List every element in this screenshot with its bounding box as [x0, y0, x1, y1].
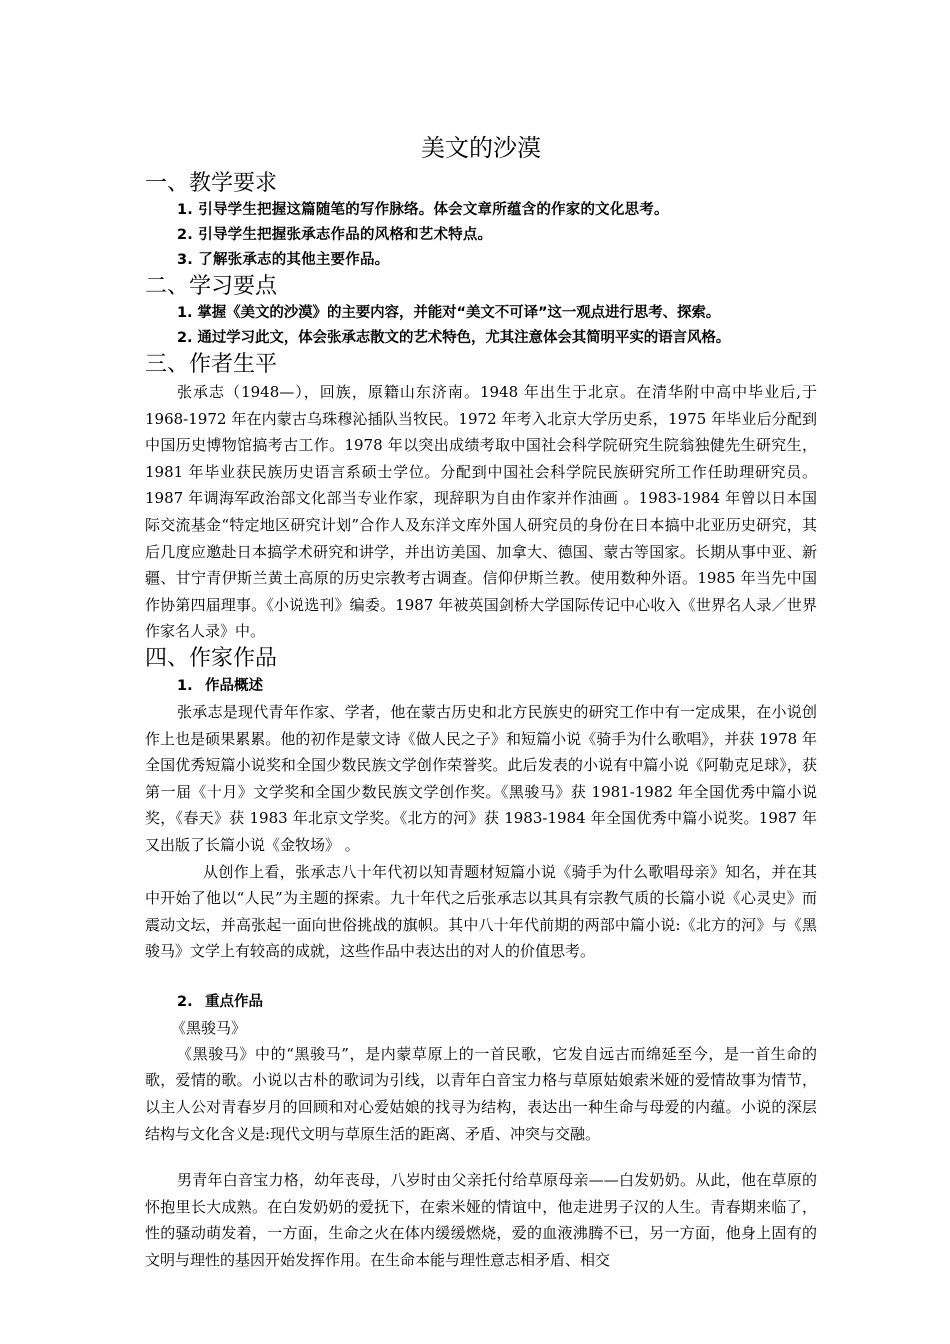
learning-point-item: 1. 掌握《美文的沙漠》的主要内容，并能对“美文不可译”这一观点进行思考、探索。	[177, 305, 721, 321]
spacer	[145, 1147, 817, 1167]
document-body	[145, 128, 817, 1274]
section-heading-author-works: 四、作家作品	[145, 645, 278, 671]
section-heading-teaching-requirements: 一、教学要求	[145, 171, 278, 196]
subheading-key-works	[145, 989, 817, 1015]
learning-point-item: 2. 通过学习此文，体会张承志散文的艺术特色，尤其注意体会其简明平实的语言风格。	[177, 330, 731, 346]
requirement-item: 3. 了解张承志的其他主要作品。	[177, 252, 390, 268]
work-summary-paragraph: 《黑骏马》中的“黑骏马”，是内蒙草原上的一首民歌，它发自远古而绵延至今，是一首生命的歌，爱情的歌。小说以古朴的歌词为引线，以青年白音宝力格与草原姑娘索米娅的爱情故事为情节，以主人公对青春岁月的回顾和对心爱姑娘的找寻为结构，表达出一种生命与母爱的内蕴。小说的深层结构与文化含义是:现代文明与草原生活的距离、矛盾、冲突与交融。	[145, 1044, 817, 1143]
requirement-item: 1. 引导学生把握这篇随笔的写作脉络。体会文章所蕴含的作家的文化思考。	[177, 202, 669, 218]
creative-analysis-paragraph: 从创作上看，张承志八十年代初以知青题材短篇小说《骑手为什么歌唱母亲》知名，并在其中开始了他以“人民”为主题的探索。九十年代之后张承志以其具有宗教气质的长篇小说《心灵史》而震动文坛，并高张起一面向世俗挑战的旗帜。其中八十年代前期的两部中篇小说:《北方的河》与《黑骏马》文学上有较高的成就，这些作品中表达出的对人的价值思考。	[145, 862, 817, 961]
subheading-works-overview	[145, 673, 817, 699]
requirement-item: 2. 引导学生把握张承志作品的风格和艺术特点。	[177, 227, 493, 243]
subheading-number: 2.	[177, 993, 193, 1010]
section-heading-learning-points: 二、学习要点	[145, 274, 278, 299]
subheading-number: 1.	[177, 677, 193, 694]
page-title: 美文的沙漠	[421, 134, 541, 162]
spacer	[145, 965, 817, 989]
works-overview-paragraph: 张承志是现代青年作家、学者，他在蒙古历史和北方民族史的研究工作中有一定成果，在小说创作上也是硕果累累。他的初作是蒙文诗《做人民之子》和短篇小说《骑手为什么歌唱》，并获 1978 年全国优秀短篇小说奖和全国少数民族文学创作荣誉奖。此后发表的小说有中篇小说《阿勒克足球》，获第一届《十月》文学奖和全国少数民族文学创作奖。《黑骏马》获 1981-1982 年全国优秀中篇小说奖，《春天》获 1983 年北京文学奖。《北方的河》获 1983-1984 年全国优秀中篇小说奖。1987 年又出版了长篇小说《金牧场》 。	[145, 702, 817, 854]
subheading-label: 重点作品	[205, 993, 263, 1010]
subheading-label: 作品概述	[205, 677, 263, 694]
work-title: 《黑骏马》	[171, 1018, 247, 1037]
plot-paragraph: 男青年白音宝力格，幼年丧母，八岁时由父亲托付给草原母亲——白发奶奶。从此，他在草原的怀抱里长大成熟。在白发奶奶的爱抚下，在索米娅的情谊中，他走进男子汉的人生。青春期来临了，性的骚动萌发着，一方面，生命之火在体内缓缓燃烧，爱的血液沸腾不已，另一方面，他身上固有的文明与理性的基因开始发挥作用。在生命本能与理性意志相矛盾、相交	[145, 1171, 817, 1270]
author-biography-paragraph: 张承志（1948—），回族，原籍山东济南。1948 年出生于北京。在清华附中高中毕业后,于 1968-1972 年在内蒙古乌珠穆沁插队当牧民。1972 年考入北京大学历史系，1975 年毕业后分配到中国历史博物馆搞考古工作。1978 年以突出成绩考取中国社会科学院研究生院翁独健先生研究生，1981 年毕业获民族历史语言系硕士学位。分配到中国社会科学院民族研究所工作任助理研究员。1987 年调海军政治部文化部当专业作家，现辞职为自由作家并作油画 。1983-1984 年曾以日本国际交流基金“特定地区研究计划”合作人及东洋文库外国人研究员的身份在日本搞中北亚历史研究，其后几度应邀赴日本搞学术研究和讲学，并出访美国、加拿大、德国、蒙古等国家。长期从事中亚、新疆、甘宁青伊斯兰黄土高原的历史宗教考古调查。信仰伊斯兰教。使用数种外语。1985 年当先中国作协第四届理事。《小说选刊》编委。1987 年被英国剑桥大学国际传记中心收入《世界名人录／世界作家名人录》中。	[145, 383, 817, 641]
section-heading-author-biography: 三、作者生平	[145, 352, 278, 377]
